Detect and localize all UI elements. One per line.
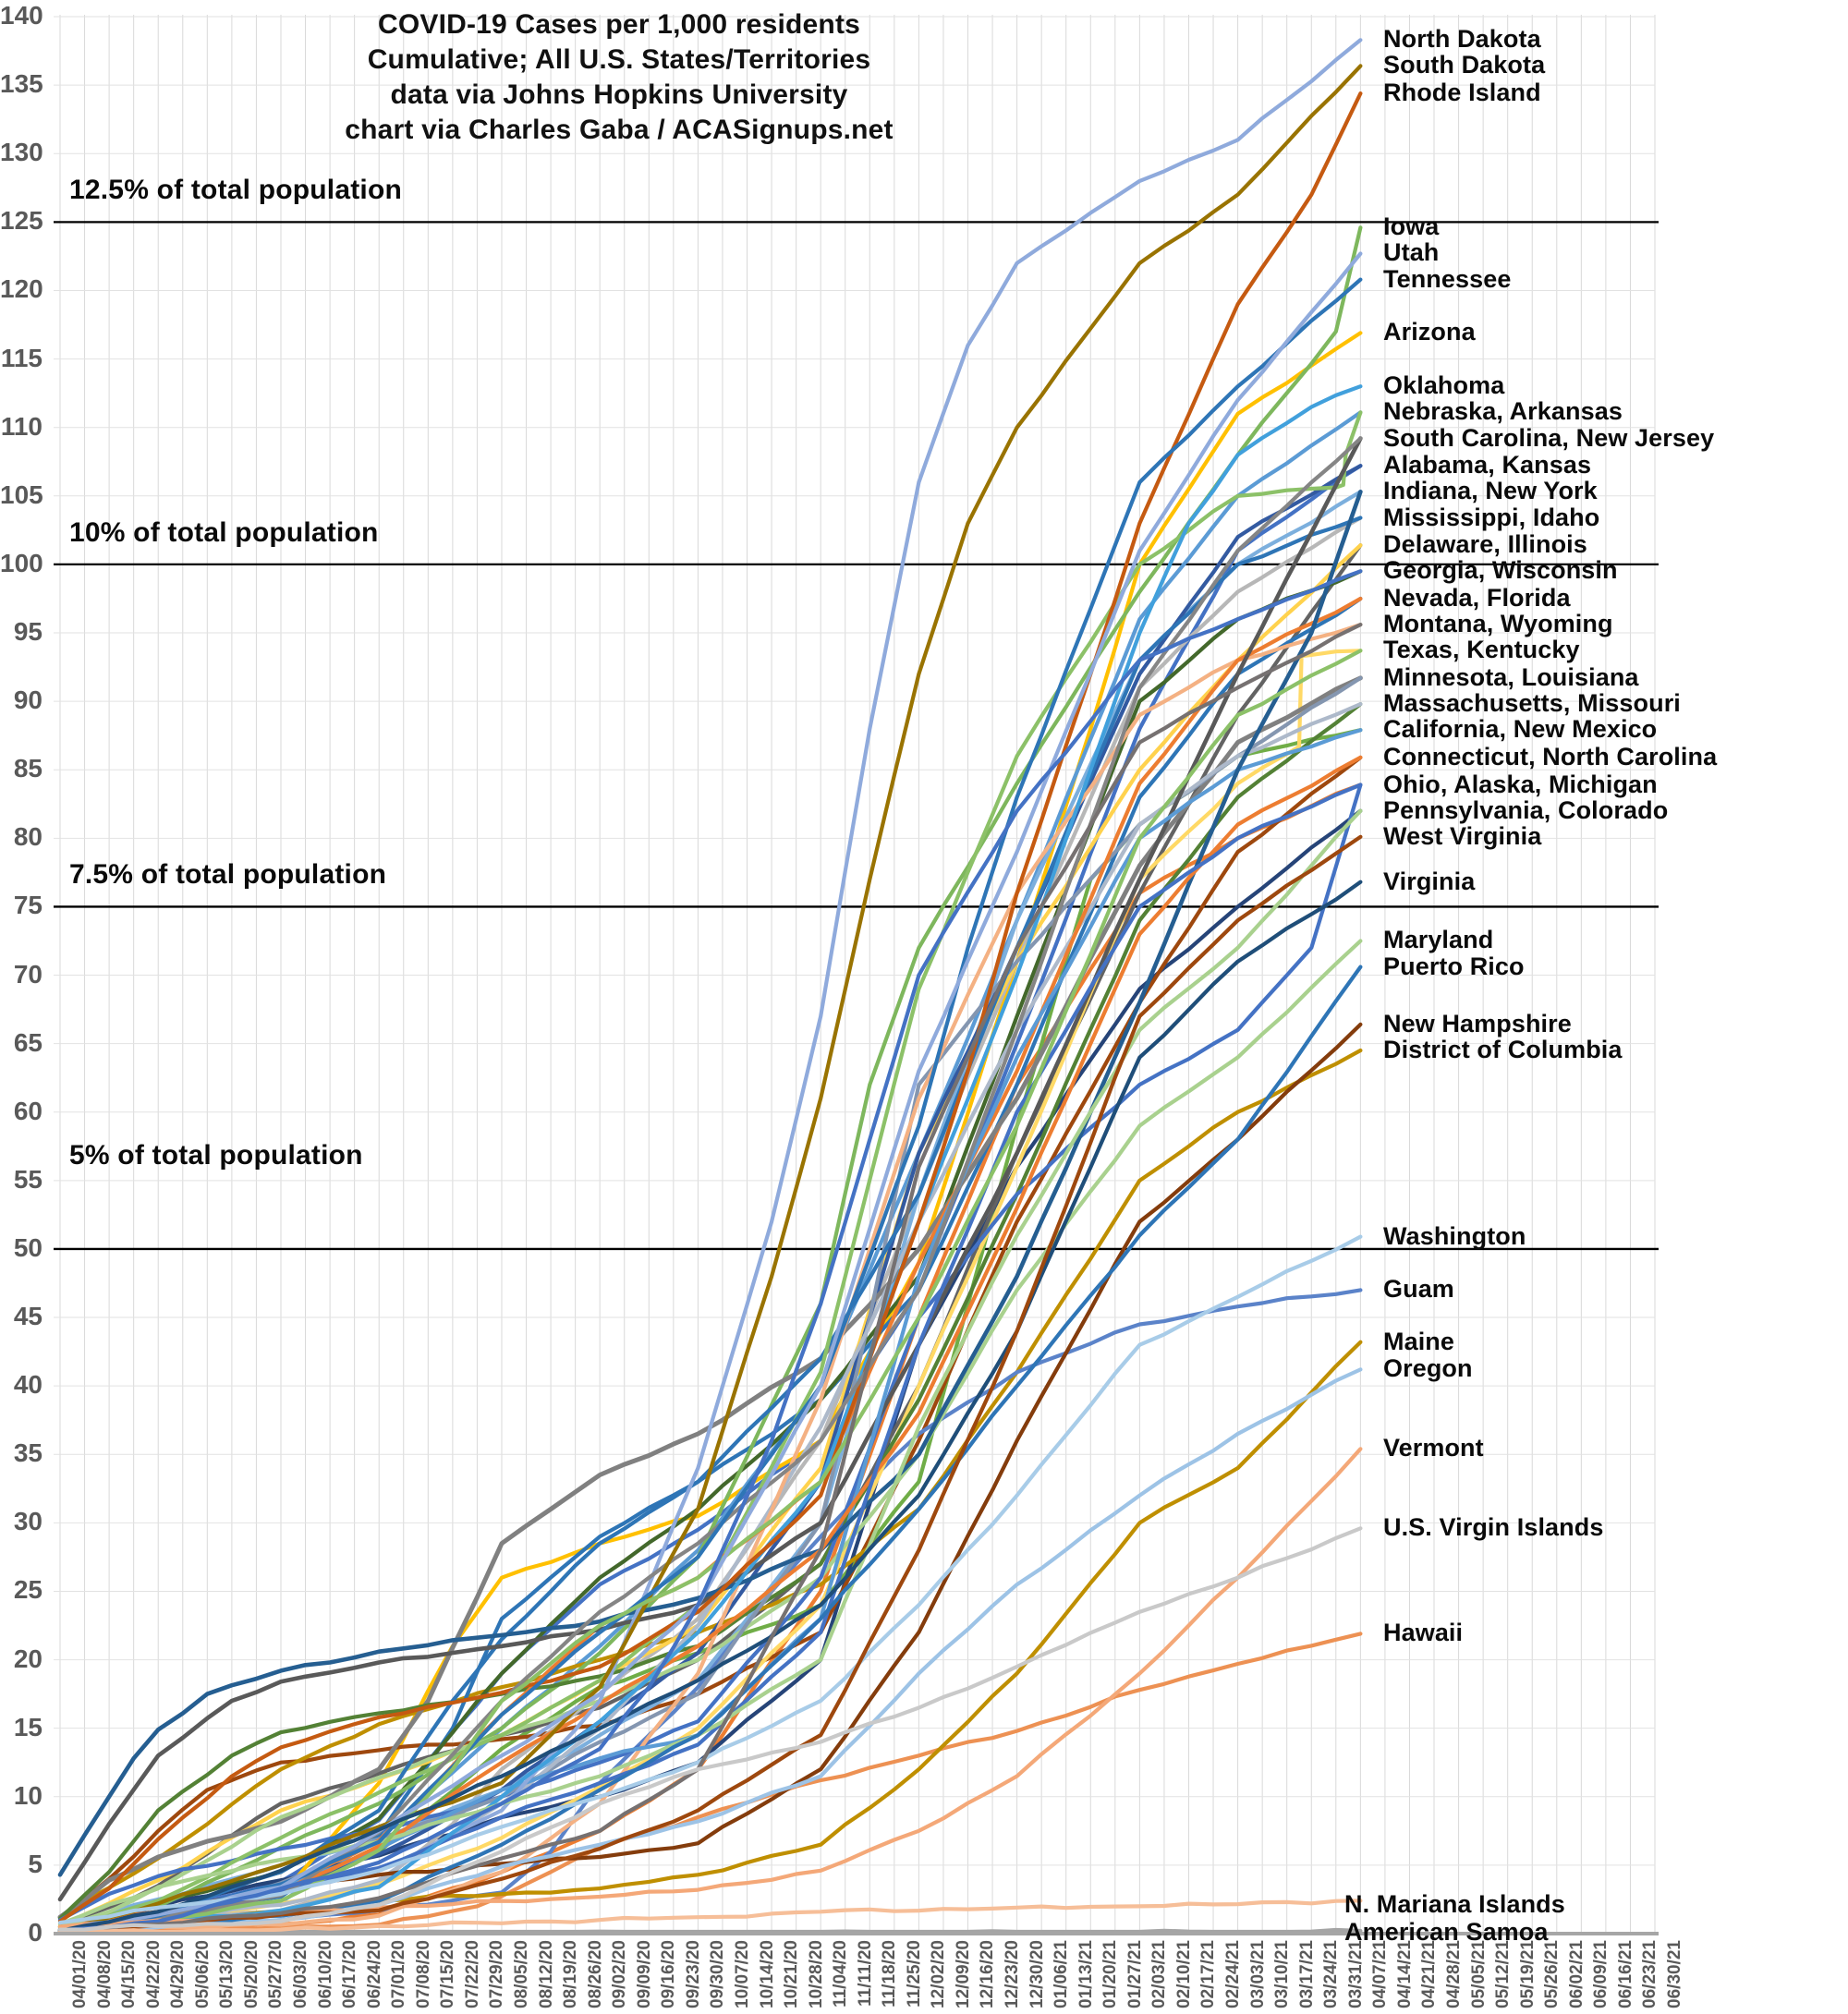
state-label-texas-kentucky: Texas, Kentucky <box>1383 636 1580 664</box>
x-tick-04/14/21: 04/14/21 <box>1394 1940 1415 2008</box>
state-label-arizona: Arizona <box>1383 318 1476 346</box>
y-tick-125: 125 <box>0 206 43 236</box>
x-tick-08/26/20: 08/26/20 <box>585 1940 605 2008</box>
y-tick-35: 35 <box>13 1438 43 1468</box>
x-tick-10/21/20: 10/21/20 <box>782 1940 802 2008</box>
x-tick-01/13/21: 01/13/21 <box>1076 1940 1096 2008</box>
state-label-montana-wyoming: Montana, Wyoming <box>1383 610 1613 638</box>
x-tick-05/05/21: 05/05/21 <box>1468 1940 1489 2008</box>
y-tick-120: 120 <box>0 274 43 304</box>
state-label-new-hampshire: New Hampshire <box>1383 1009 1572 1037</box>
x-tick-10/14/20: 10/14/20 <box>757 1940 777 2008</box>
y-tick-55: 55 <box>13 1164 43 1194</box>
state-label-hawaii: Hawaii <box>1383 1619 1464 1647</box>
state-label-rhode-island: Rhode Island <box>1383 79 1541 107</box>
y-tick-80: 80 <box>13 822 43 852</box>
reference-label-75: 7.5% of total population <box>69 859 387 891</box>
x-tick-04/29/20: 04/29/20 <box>168 1940 188 2008</box>
x-tick-06/16/21: 06/16/21 <box>1615 1940 1635 2008</box>
y-tick-50: 50 <box>13 1232 43 1262</box>
state-label-alabama-kansas: Alabama, Kansas <box>1383 451 1592 479</box>
x-tick-04/15/20: 04/15/20 <box>119 1940 140 2008</box>
x-tick-12/23/20: 12/23/20 <box>1003 1940 1023 2008</box>
x-tick-11/04/20: 11/04/20 <box>831 1940 851 2008</box>
y-tick-15: 15 <box>13 1712 43 1741</box>
state-label-utah: Utah <box>1383 238 1440 267</box>
x-tick-09/30/20: 09/30/20 <box>708 1940 728 2008</box>
state-label-oklahoma: Oklahoma <box>1383 371 1505 400</box>
reference-label-50: 5% of total population <box>69 1139 363 1171</box>
x-tick-02/10/21: 02/10/21 <box>1173 1940 1194 2008</box>
x-tick-08/05/20: 08/05/20 <box>511 1940 531 2008</box>
x-tick-04/07/21: 04/07/21 <box>1370 1940 1391 2008</box>
state-label-tennessee: Tennessee <box>1383 264 1512 293</box>
x-tick-07/08/20: 07/08/20 <box>413 1940 433 2008</box>
state-label-mississippi-idaho: Mississippi, Idaho <box>1383 503 1600 531</box>
x-tick-06/24/20: 06/24/20 <box>364 1940 384 2008</box>
x-tick-03/17/21: 03/17/21 <box>1296 1940 1317 2008</box>
y-tick-100: 100 <box>0 548 43 577</box>
x-tick-05/06/20: 05/06/20 <box>192 1940 213 2008</box>
state-label-california-new-mexico: California, New Mexico <box>1383 715 1658 744</box>
y-tick-10: 10 <box>13 1780 43 1810</box>
series-line-ohio <box>60 785 1360 1931</box>
state-label-guam: Guam <box>1383 1275 1454 1304</box>
state-label-n-mariana-islands: N. Mariana Islands <box>1344 1889 1565 1918</box>
y-tick-95: 95 <box>13 617 43 646</box>
y-tick-135: 135 <box>0 69 43 99</box>
series-line-colorado <box>60 811 1360 1927</box>
x-tick-03/24/21: 03/24/21 <box>1321 1940 1342 2008</box>
x-tick-07/29/20: 07/29/20 <box>487 1940 507 2008</box>
state-label-massachusetts-missouri: Massachusetts, Missouri <box>1383 689 1681 718</box>
x-tick-05/26/21: 05/26/21 <box>1542 1940 1562 2008</box>
x-tick-05/20/20: 05/20/20 <box>241 1940 261 2008</box>
x-tick-04/08/20: 04/08/20 <box>94 1940 115 2008</box>
y-tick-90: 90 <box>13 685 43 715</box>
x-tick-10/28/20: 10/28/20 <box>806 1940 826 2008</box>
state-label-washington: Washington <box>1383 1221 1526 1250</box>
x-tick-12/16/20: 12/16/20 <box>978 1940 998 2008</box>
y-tick-60: 60 <box>13 1096 43 1125</box>
x-tick-05/13/20: 05/13/20 <box>217 1940 237 2008</box>
y-tick-65: 65 <box>13 1027 43 1057</box>
x-tick-04/01/20: 04/01/20 <box>70 1940 90 2008</box>
state-label-south-carolina-new-jersey: South Carolina, New Jersey <box>1383 423 1715 452</box>
x-tick-08/19/20: 08/19/20 <box>561 1940 581 2008</box>
series-line-alabama <box>60 466 1360 1929</box>
x-tick-03/31/21: 03/31/21 <box>1345 1940 1366 2008</box>
state-label-maine: Maine <box>1383 1327 1455 1355</box>
x-tick-06/17/20: 06/17/20 <box>340 1940 360 2008</box>
x-tick-07/15/20: 07/15/20 <box>438 1940 458 2008</box>
x-tick-01/27/21: 01/27/21 <box>1125 1940 1145 2008</box>
state-label-virginia: Virginia <box>1383 867 1476 895</box>
state-label-american-samoa: American Samoa <box>1344 1917 1549 1946</box>
y-tick-75: 75 <box>13 891 43 920</box>
x-tick-09/02/20: 09/02/20 <box>610 1940 630 2008</box>
reference-label-100: 10% of total population <box>69 516 379 548</box>
series-line-virginia <box>60 882 1360 1931</box>
x-tick-09/09/20: 09/09/20 <box>634 1940 654 2008</box>
state-label-south-dakota: South Dakota <box>1383 51 1546 79</box>
state-label-minnesota-louisiana: Minnesota, Louisiana <box>1383 662 1639 691</box>
state-label-vermont: Vermont <box>1383 1434 1484 1462</box>
x-tick-02/24/21: 02/24/21 <box>1223 1940 1244 2008</box>
y-tick-110: 110 <box>0 411 43 441</box>
x-tick-11/25/20: 11/25/20 <box>904 1940 924 2008</box>
state-label-nebraska-arkansas: Nebraska, Arkansas <box>1383 397 1623 426</box>
x-tick-06/02/21: 06/02/21 <box>1566 1940 1587 2008</box>
y-tick-115: 115 <box>0 343 43 372</box>
x-tick-06/03/20: 06/03/20 <box>290 1940 310 2008</box>
y-tick-45: 45 <box>13 1302 43 1331</box>
x-tick-01/20/21: 01/20/21 <box>1100 1940 1121 2008</box>
x-tick-05/19/21: 05/19/21 <box>1517 1940 1538 2008</box>
x-tick-02/03/21: 02/03/21 <box>1149 1940 1170 2008</box>
y-tick-70: 70 <box>13 959 43 989</box>
x-tick-04/21/21: 04/21/21 <box>1419 1940 1440 2008</box>
state-label-u-s-virgin-islands: U.S. Virgin Islands <box>1383 1513 1604 1542</box>
y-tick-20: 20 <box>13 1644 43 1673</box>
y-tick-140: 140 <box>0 1 43 30</box>
x-tick-01/06/21: 01/06/21 <box>1052 1940 1072 2008</box>
x-tick-06/23/21: 06/23/21 <box>1640 1940 1660 2008</box>
chart-title-line4: chart via Charles Gaba / ACASignups.net <box>345 115 894 145</box>
y-tick-40: 40 <box>13 1370 43 1400</box>
chart-title <box>157 7 1081 148</box>
state-label-oregon: Oregon <box>1383 1354 1473 1383</box>
chart-title-line3: data via Johns Hopkins University <box>390 79 848 110</box>
x-tick-04/22/20: 04/22/20 <box>143 1940 164 2008</box>
y-tick-0: 0 <box>28 1918 43 1947</box>
x-tick-02/17/21: 02/17/21 <box>1198 1940 1219 2008</box>
y-tick-85: 85 <box>13 754 43 783</box>
x-tick-06/30/21: 06/30/21 <box>1665 1940 1684 2008</box>
state-label-delaware-illinois: Delaware, Illinois <box>1383 530 1587 559</box>
chart-title-line2: Cumulative; All U.S. States/Territories <box>367 44 871 75</box>
x-tick-06/09/21: 06/09/21 <box>1591 1940 1611 2008</box>
state-label-west-virginia: West Virginia <box>1383 821 1542 850</box>
x-tick-12/09/20: 12/09/20 <box>953 1940 973 2008</box>
series-line-alaska <box>60 785 1360 1932</box>
x-tick-04/28/21: 04/28/21 <box>1444 1940 1465 2008</box>
x-tick-09/23/20: 09/23/20 <box>683 1940 703 2008</box>
x-tick-09/16/20: 09/16/20 <box>659 1940 679 2008</box>
reference-label-125: 12.5% of total population <box>69 175 403 206</box>
state-label-pennsylvania-colorado: Pennsylvania, Colorado <box>1383 795 1669 824</box>
x-tick-05/12/21: 05/12/21 <box>1493 1940 1514 2008</box>
state-label-iowa: Iowa <box>1383 212 1440 241</box>
x-tick-12/30/20: 12/30/20 <box>1027 1940 1047 2008</box>
x-tick-05/27/20: 05/27/20 <box>266 1940 286 2008</box>
state-label-ohio-alaska-michigan: Ohio, Alaska, Michigan <box>1383 770 1658 798</box>
series-lines <box>60 40 1360 1932</box>
x-tick-03/03/21: 03/03/21 <box>1247 1940 1268 2008</box>
y-tick-25: 25 <box>13 1575 43 1605</box>
x-tick-07/22/20: 07/22/20 <box>462 1940 482 2008</box>
x-tick-12/02/20: 12/02/20 <box>929 1940 949 2008</box>
y-tick-105: 105 <box>0 479 43 509</box>
x-tick-10/07/20: 10/07/20 <box>732 1940 752 2008</box>
y-tick-5: 5 <box>28 1849 43 1878</box>
state-label-nevada-florida: Nevada, Florida <box>1383 583 1571 612</box>
x-tick-08/12/20: 08/12/20 <box>536 1940 556 2008</box>
state-label-puerto-rico: Puerto Rico <box>1383 952 1525 980</box>
y-tick-30: 30 <box>13 1507 43 1536</box>
chart-title-line1: COVID-19 Cases per 1,000 residents <box>377 9 861 40</box>
state-label-maryland: Maryland <box>1383 926 1494 954</box>
x-tick-11/11/20: 11/11/20 <box>855 1940 875 2007</box>
state-label-georgia-wisconsin: Georgia, Wisconsin <box>1383 556 1618 585</box>
state-label-indiana-new-york: Indiana, New York <box>1383 477 1598 505</box>
state-label-district-of-columbia: District of Columbia <box>1383 1036 1623 1064</box>
series-line-kansas <box>60 466 1360 1931</box>
state-label-connecticut-north-carolina: Connecticut, North Carolina <box>1383 742 1718 770</box>
y-tick-130: 130 <box>0 138 43 167</box>
x-tick-03/10/21: 03/10/21 <box>1272 1940 1293 2008</box>
x-tick-11/18/20: 11/18/20 <box>880 1940 900 2008</box>
x-tick-06/10/20: 06/10/20 <box>315 1940 335 2008</box>
x-tick-07/01/20: 07/01/20 <box>389 1940 409 2008</box>
state-label-north-dakota: North Dakota <box>1383 25 1541 54</box>
